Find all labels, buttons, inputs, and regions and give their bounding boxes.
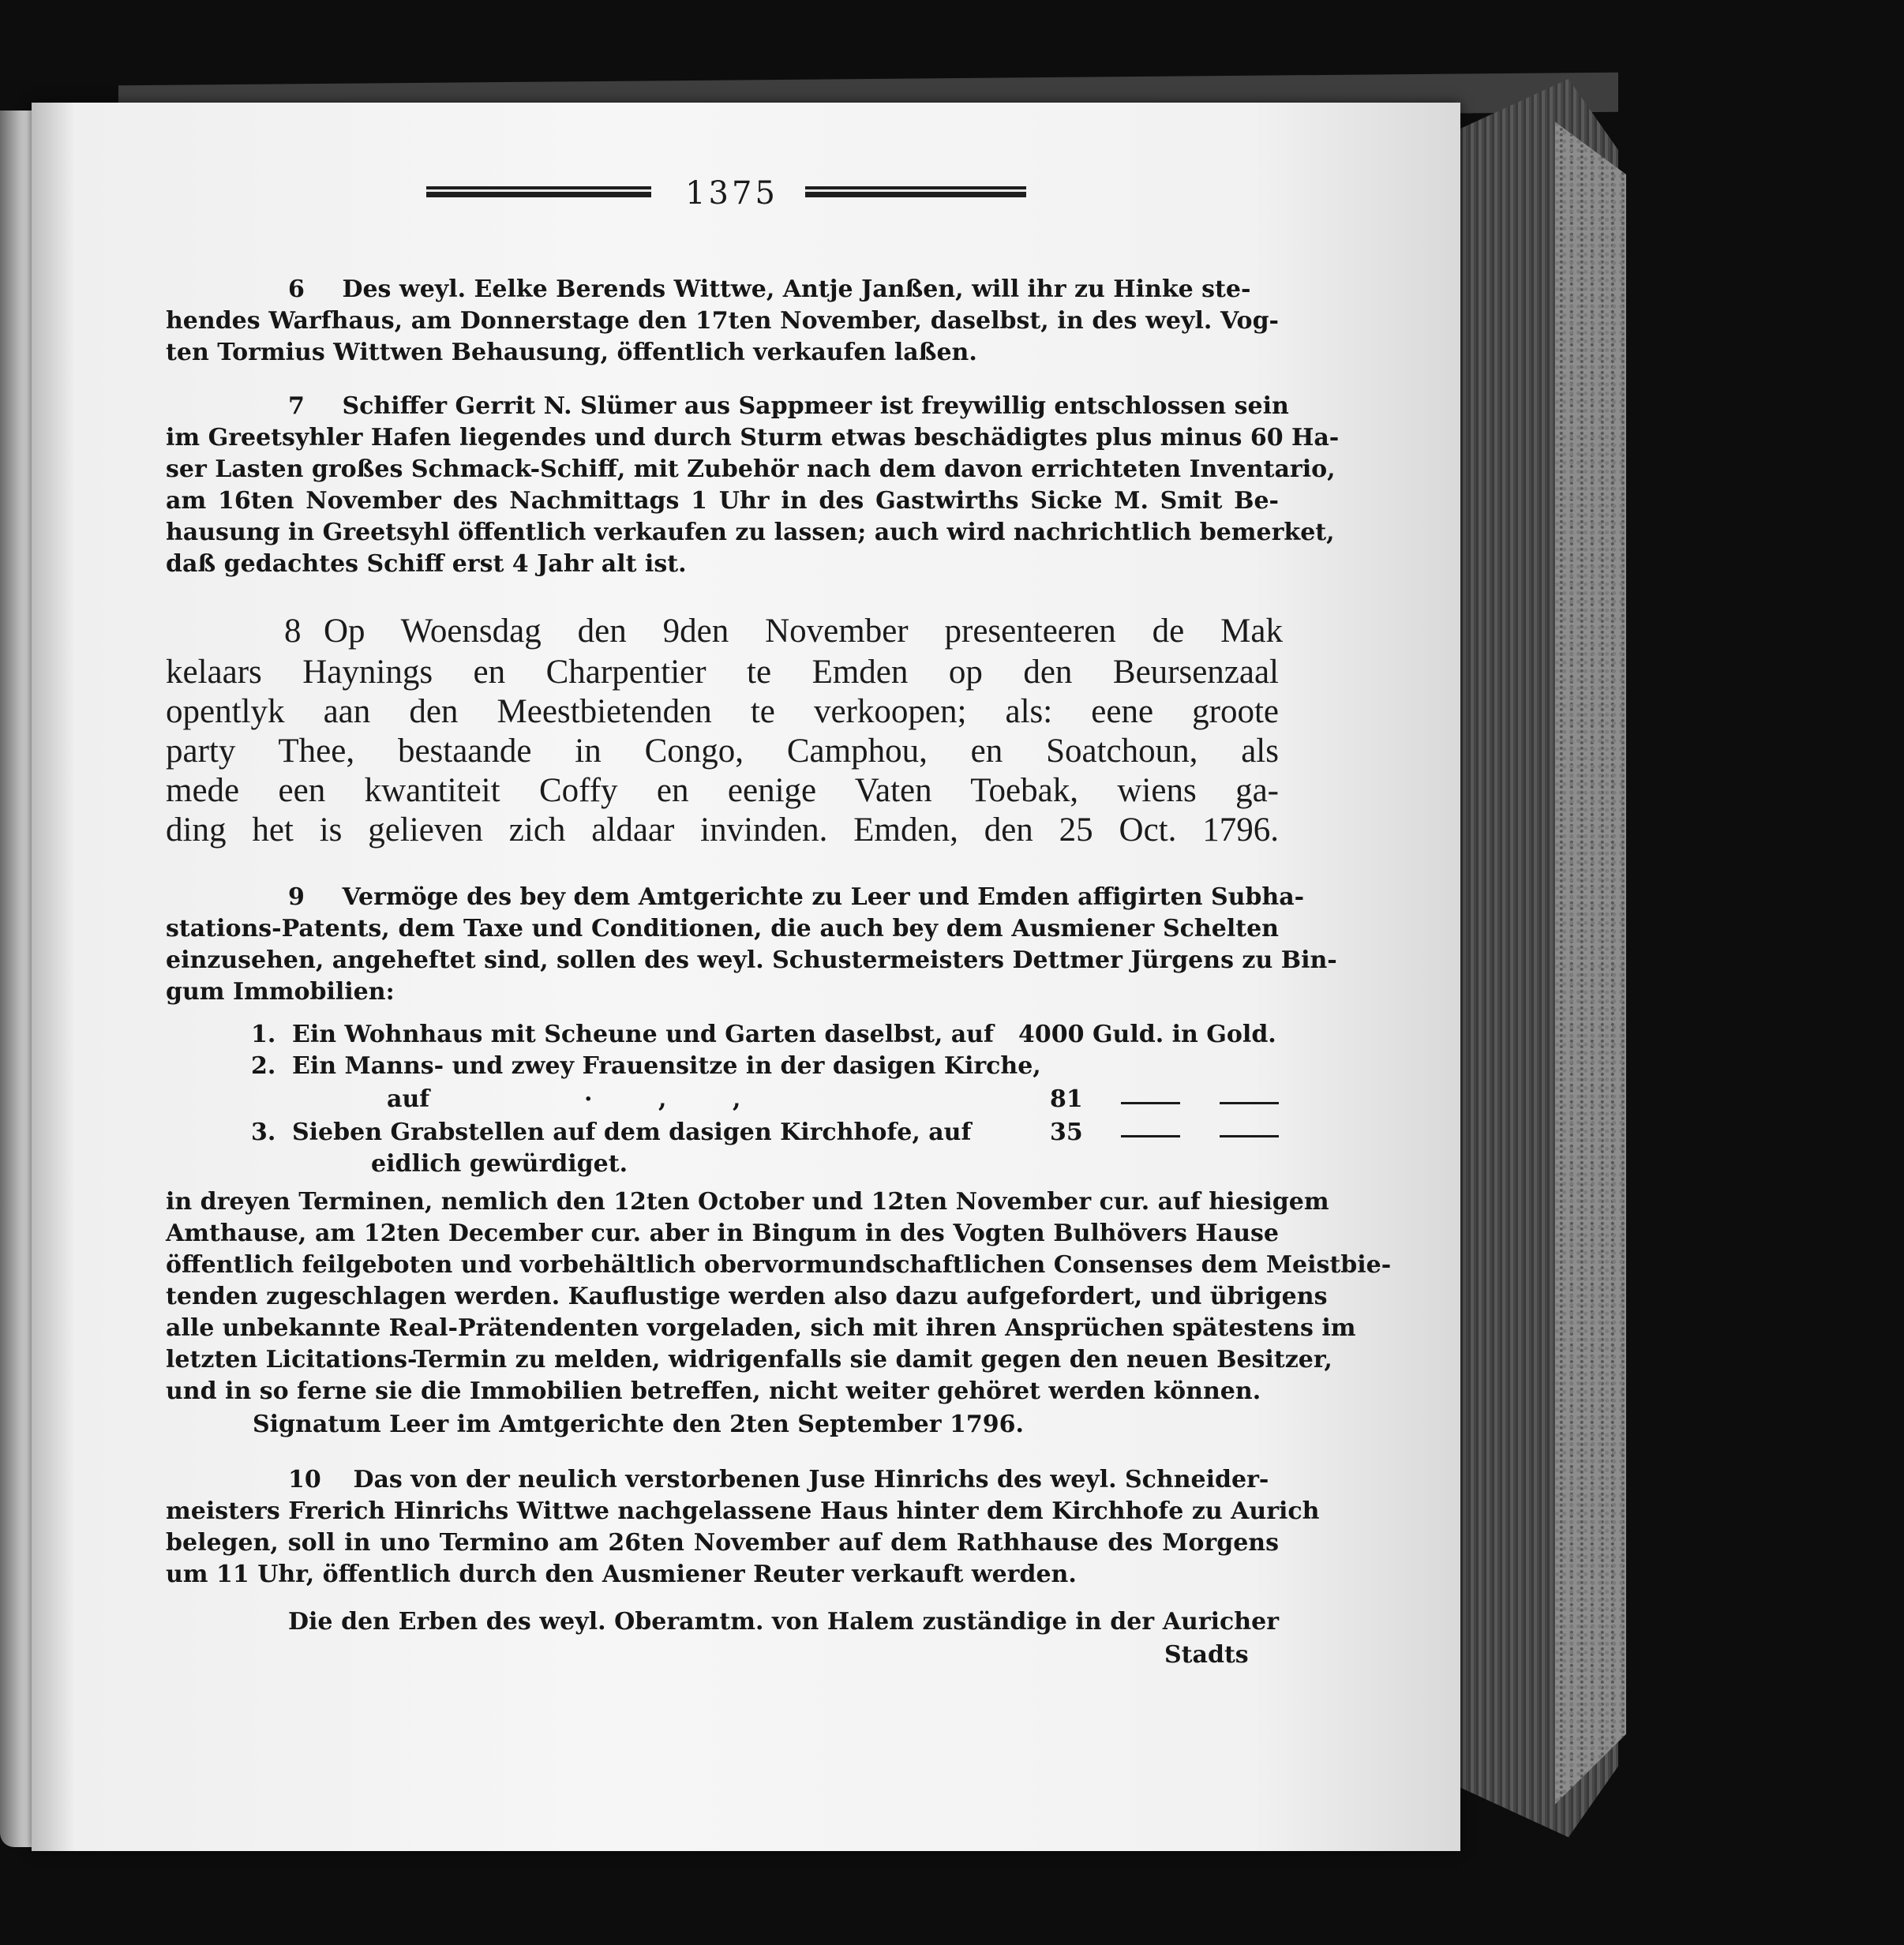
ditto-dash (1121, 1135, 1180, 1137)
list-value: 35 (1050, 1119, 1083, 1146)
item-text: Schiffer Gerrit N. Slümer aus Sappmeer ist freywillig entschlossen sein (342, 392, 1289, 420)
item-8-line-5: mede een kwantiteit Coffy en eenige Vaten Toebak, wiens ga- (166, 772, 1279, 809)
list-text: Ein Wohnhaus mit Scheune und Garten daselbst, auf (292, 1021, 994, 1048)
header-rule-right (805, 186, 1026, 197)
item-9-after-line-1: in dreyen Terminen, nemlich den 12ten October und 12ten November cur. auf hiesigem (166, 1188, 1329, 1216)
page-number: 1375 (685, 175, 778, 212)
item-6-line-2: hendes Warfhaus, am Donnerstage den 17ten November, daselbst, in des weyl. Vog- (166, 307, 1279, 335)
list-text: Ein Manns- und zwey Frauensitze in der dasigen Kirche, (292, 1052, 1041, 1080)
item-8-line-2: kelaars Haynings en Charpentier te Emden op den Beursenzaal (166, 654, 1279, 691)
item-8-line-3: opentlyk aan den Meestbietenden te verkoopen; als: eene groote (166, 693, 1279, 730)
item-9-line-1 (288, 883, 1305, 911)
item-text: Des weyl. Eelke Berends Wittwe, Antje Janßen, will ihr zu Hinke ste- (342, 275, 1251, 303)
item-9-after-line-5: alle unbekannte Real-Prätendenten vorgeladen, sich mit ihren Ansprüchen spätestens im (166, 1314, 1356, 1342)
item-7-line-6: daß gedachtes Schiff erst 4 Jahr alt ist. (166, 550, 687, 578)
catchword: Stadts (1164, 1641, 1249, 1669)
list-text: Sieben Grabstellen auf dem dasigen Kirchhofe, auf (292, 1119, 972, 1146)
list-text-continued: eidlich gewürdiget. (371, 1150, 628, 1178)
list-number: 2. (251, 1052, 276, 1080)
ditto-dash (1121, 1102, 1180, 1104)
signature-line: Signatum Leer im Amtgerichte den 2ten September 1796. (253, 1411, 1024, 1438)
ditto-dash (1220, 1135, 1279, 1137)
list-number: 3. (251, 1119, 276, 1146)
item-9-line-2: stations-Patents, dem Taxe und Conditionen, die auch bey dem Ausmiener Schelten (166, 915, 1279, 943)
item-8-line-4: party Thee, bestaande in Congo, Camphou, en Soatchoun, als (166, 733, 1279, 770)
item-7-line-3: ser Lasten großes Schmack-Schiff, mit Zubehör nach dem davon errichteten Inventario, (166, 455, 1336, 483)
item-number: 6 (288, 275, 305, 303)
item-7-line-5: hausung in Greetsyhl öffentlich verkaufen zu lassen; auch wird nachrichtlich bemerket, (166, 519, 1335, 546)
list-text-continued: auf (387, 1085, 430, 1113)
item-9-after-line-3: öffentlich feilgeboten und vorbehältlich obervormundschaftlichen Consenses dem Meistbie- (166, 1251, 1392, 1279)
item-8-line-1 (284, 614, 1283, 648)
item-text: Das von der neulich verstorbenen Juse Hinrichs des weyl. Schneider- (353, 1466, 1269, 1493)
item-10-line-4: um 11 Uhr, öffentlich durch den Ausmiener Reuter verkauft werden. (166, 1561, 1077, 1588)
item-7-line-1 (288, 392, 1289, 420)
item-7-line-2: im Greetsyhler Hafen liegendes und durch Sturm etwas beschädigtes plus minus 60 Ha- (166, 424, 1340, 452)
ditto-dots: · , , (584, 1085, 741, 1113)
item-number: 10 (288, 1466, 321, 1493)
item-7-line-4: am 16ten November des Nachmittags 1 Uhr in des Gastwirths Sicke M. Smit Be- (166, 487, 1279, 515)
item-10-line-1 (288, 1468, 1279, 1492)
item-8-line-6: ding het is gelieven zich aldaar invinden. Emden, den 25 Oct. 1796. (166, 811, 1279, 849)
book-cover-edge (1555, 87, 1626, 1839)
list-value: 4000 Guld. in Gold. (1018, 1021, 1276, 1048)
item-6-line-1 (288, 275, 1279, 303)
item-number: 9 (288, 883, 305, 911)
item-6-line-3: ten Tormius Wittwen Behausung, öffentlich verkaufen laßen. (166, 339, 977, 366)
item-9-after-line-6: letzten Licitations-Termin zu melden, widrigenfalls sie damit gegen den neuen Besitzer, (166, 1346, 1332, 1373)
list-number: 1. (251, 1021, 276, 1048)
item-9-after-line-2: Amthause, am 12ten December cur. aber in Bingum in des Vogten Bulhövers Hause (166, 1220, 1279, 1247)
final-line: Die den Erben des weyl. Oberamtm. von Halem zuständige in der Auricher (288, 1608, 1279, 1636)
ditto-dash (1220, 1102, 1279, 1104)
list-value: 81 (1050, 1085, 1083, 1113)
item-9-after-line-4: tenden zugeschlagen werden. Kauflustige werden also dazu aufgefordert, und übrigens (166, 1283, 1328, 1310)
item-9-after-line-7: und in so ferne sie die Immobilien betreffen, nicht weiter gehöret werden können. (166, 1377, 1261, 1405)
item-number: 8 (284, 613, 302, 650)
item-text: Vermöge des bey dem Amtgerichte zu Leer und Emden affigirten Subha- (342, 883, 1305, 911)
item-number: 7 (288, 392, 305, 420)
item-10-line-3: belegen, soll in uno Termino am 26ten November auf dem Rathhause des Morgens (166, 1529, 1279, 1557)
item-9-line-3: einzusehen, angeheftet sind, sollen des weyl. Schustermeisters Dettmer Jürgens zu Bin- (166, 946, 1337, 974)
header-rule-left (426, 186, 651, 197)
item-10-line-2: meisters Frerich Hinrichs Wittwe nachgelassene Haus hinter dem Kirchhofe zu Aurich (166, 1497, 1320, 1525)
item-text: Op Woensdag den 9den November presenteeren de Mak (324, 613, 1283, 650)
item-9-line-4: gum Immobilien: (166, 978, 395, 1006)
